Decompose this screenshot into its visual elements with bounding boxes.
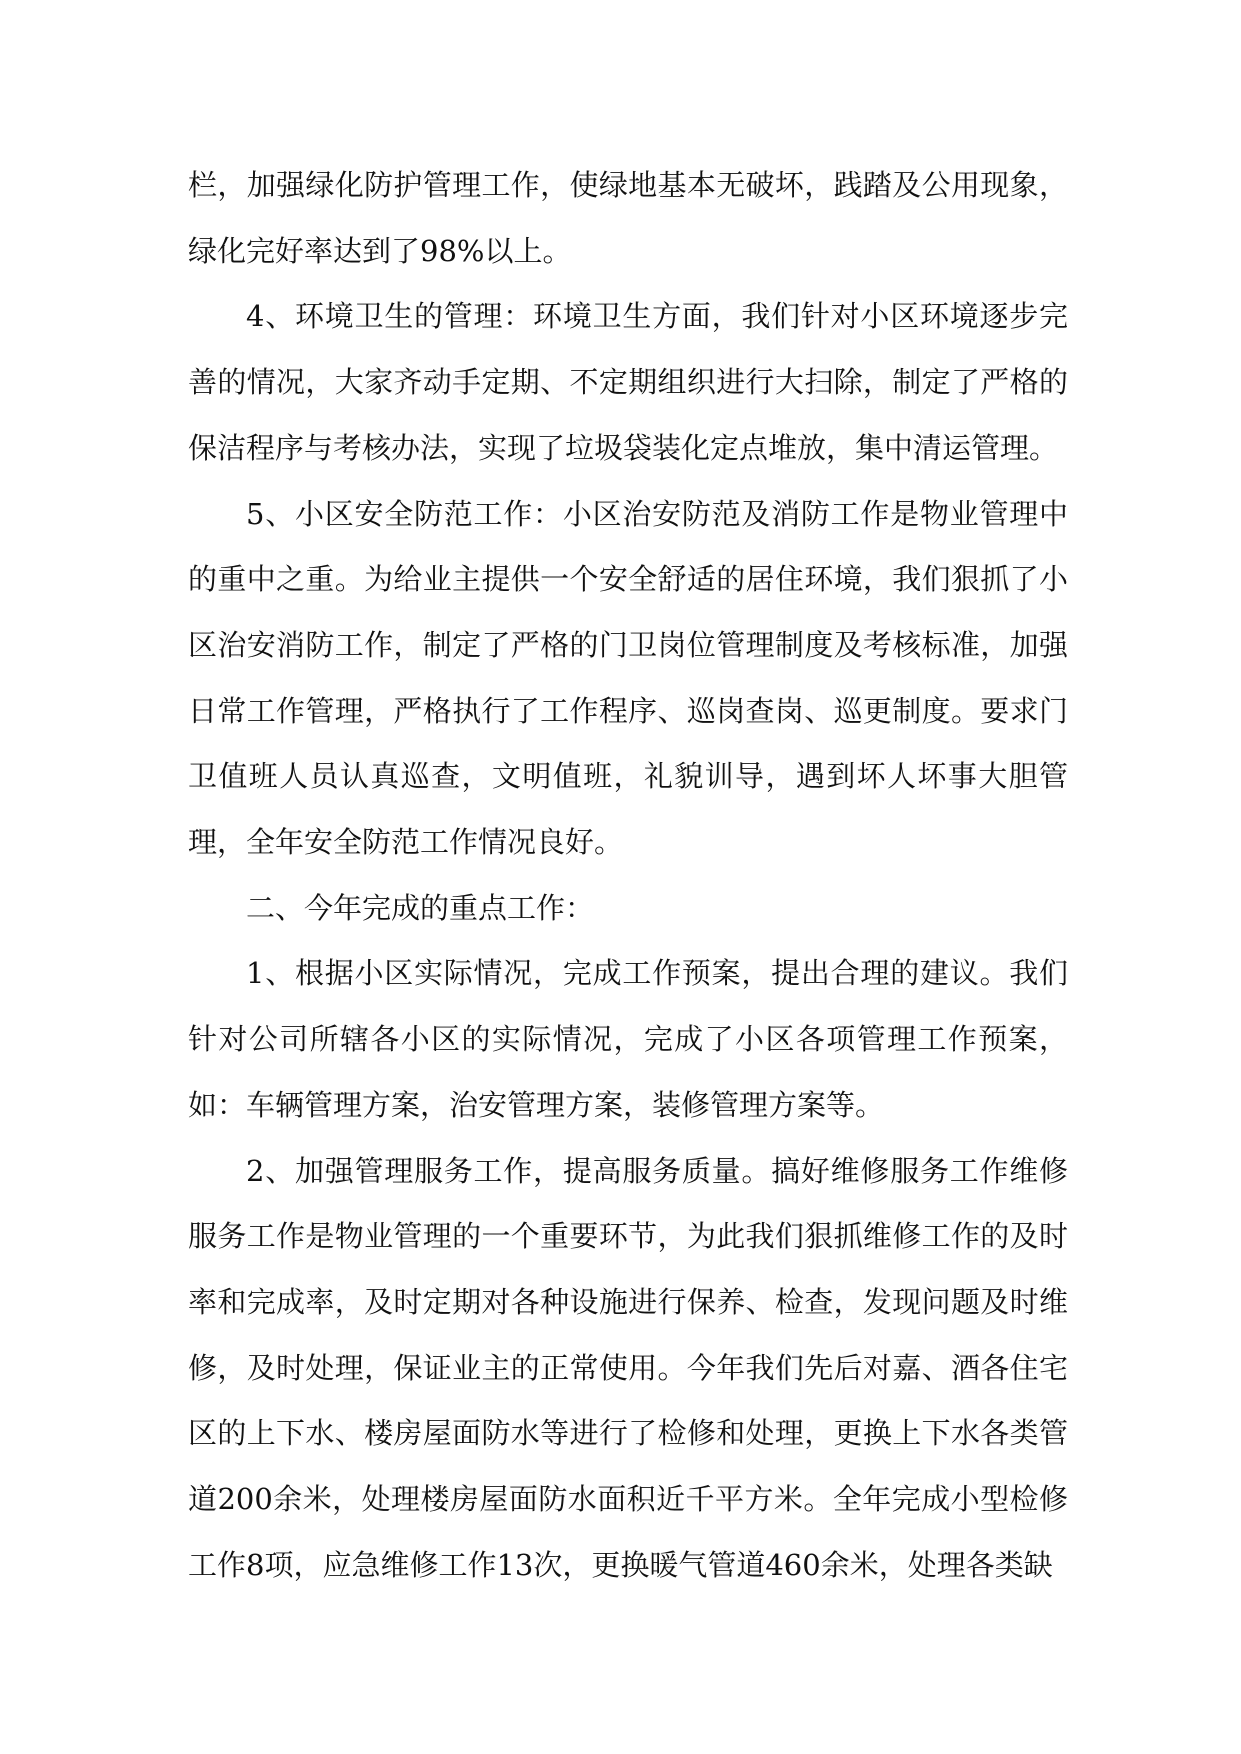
document-body (188, 153, 1068, 1598)
section-heading-key-work: 二、今年完成的重点工作： (246, 890, 595, 925)
paragraph-work-plans: 1、根据小区实际情况，完成工作预案，提出合理的建议。我们针对公司所辖各小区的实际情况，完成了小区各项管理工作预案，如：车辆管理方案，治安管理方案，装修管理方案等。 (188, 956, 1068, 1122)
paragraph-environmental-sanitation: 4、环境卫生的管理：环境卫生方面，我们针对小区环境逐步完善的情况，大家齐动手定期、不定期组织进行大扫除，制定了严格的保洁程序与考核办法，实现了垃圾袋装化定点堆放，集中清运管理。 (188, 299, 1068, 465)
paragraph-greening-continued: 栏，加强绿化防护管理工作，使绿地基本无破坏，践踏及公用现象，绿化完好率达到了98%以上。 (188, 168, 1068, 268)
paragraph-security-work: 5、小区安全防范工作：小区治安防范及消防工作是物业管理中的重中之重。为给业主提供一个安全舒适的居住环境，我们狠抓了小区治安消防工作，制定了严格的门卫岗位管理制度及考核标准，加强日常工作管理，严格执行了工作程序、巡岗查岗、巡更制度。要求门卫值班人员认真巡查，文明值班，礼貌训导，遇到坏人坏事大胆管理，全年安全防范工作情况良好。 (188, 496, 1068, 860)
paragraph-service-quality: 2、加强管理服务工作，提高服务质量。搞好维修服务工作维修服务工作是物业管理的一个重要环节，为此我们狠抓维修工作的及时率和完成率，及时定期对各种设施进行保养、检查，发现问题及时维修，及时处理，保证业主的正常使用。今年我们先后对嘉、酒各住宅区的上下水、楼房屋面防水等进行了检修和处理，更换上下水各类管道200余米，处理楼房屋面防水面积近千平方米。全年完成小型检修工作8项，应急维修工作13次，更换暖气管道460余米，处理各类缺 (188, 1153, 1068, 1582)
